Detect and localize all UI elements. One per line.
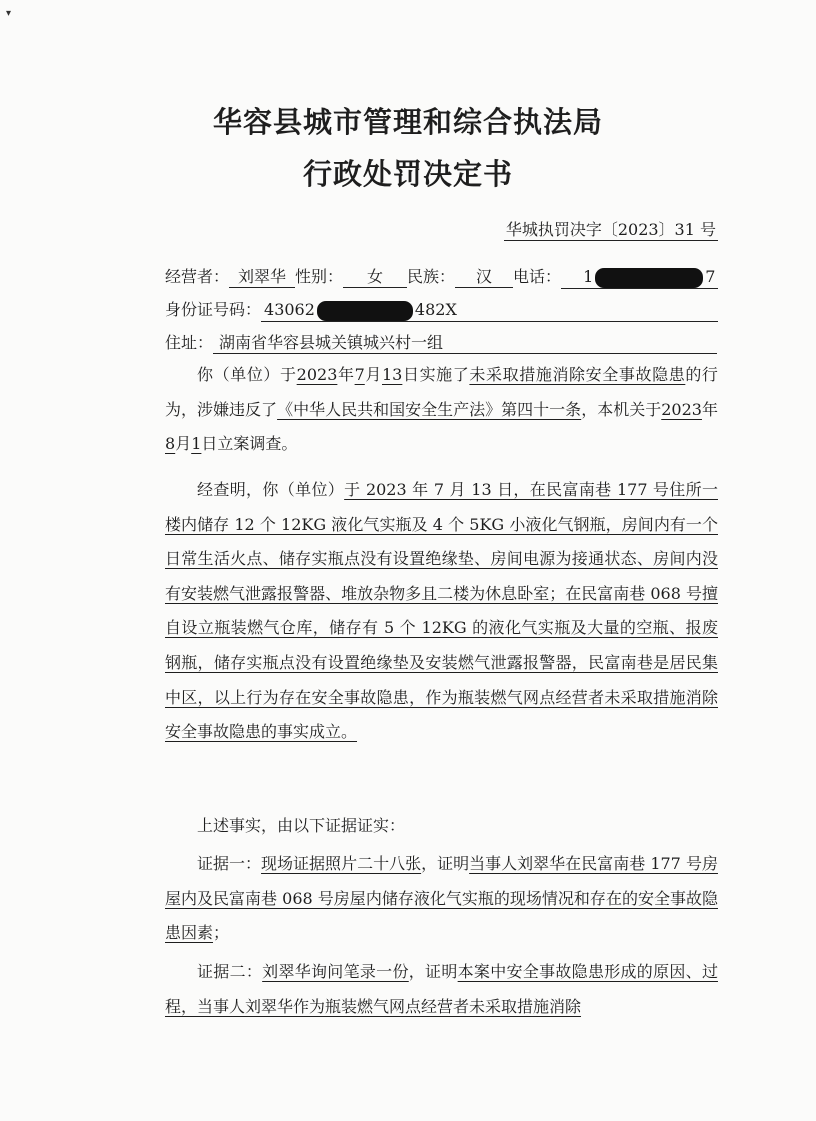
phone-value xyxy=(561,267,718,289)
underlined-text: 本案中安全事故隐患形成的原因、过程，当事人刘翠华作为瓶装燃气网点经营者未采取措施消除 xyxy=(165,962,718,1016)
text-segment: ，本机关于 xyxy=(581,399,662,419)
document-number-text: 华城执罚决字〔2023〕31 号 xyxy=(505,220,716,239)
gender-value: 女 xyxy=(343,267,407,288)
investigation-findings-paragraph xyxy=(165,473,718,750)
phone-redaction xyxy=(595,268,703,288)
phone-prefix: 1 xyxy=(583,267,594,286)
address-label: 住址： xyxy=(165,333,214,352)
underlined-text: 当事人刘翠华在民富南巷 177 号房屋内及民富南巷 068 号房屋内储存液化气实瓶的现场情况和存在的安全事故隐患因素 xyxy=(165,854,718,943)
text-segment: 年 xyxy=(337,365,355,384)
underlined-text: 2023 xyxy=(296,365,338,384)
document-number xyxy=(504,220,718,241)
underlined-text: 刘翠华询问笔录一份 xyxy=(262,962,409,981)
text-segment: 年 xyxy=(701,399,718,419)
text-segment: 证据一： xyxy=(197,854,262,873)
ethnicity-value: 汉 xyxy=(455,267,513,288)
underlined-text: 于 2023 年 7 月 13 日，在民富南巷 177 号住所一楼内储存 12 个 12KG 液化气实瓶及 4 个 5KG 小液化气钢瓶，房间内有一个日常生活火点、储存实瓶点没有设置绝缘垫、房间电源为接通状态、房间内没有安装燃气泄露报警器、堆放杂物多且二楼为休息卧室；在民富南巷 068 号擅自设立瓶装燃气仓库，储存有 5 个 12KG 的液化气实瓶及大量的空瓶、报废钢瓶，储存实瓶点没有设置绝缘垫及安装燃气泄露报警器，民富南巷是居民集中区，以上行为存在安全事故隐患，作为瓶装燃气网点经营者未采取措施消除安全事故隐患的事实成立。 xyxy=(165,480,718,742)
evidence-one-paragraph xyxy=(165,847,718,951)
text-segment: ，证明 xyxy=(421,854,470,873)
text-segment: 经查明，你（单位） xyxy=(197,480,345,499)
id-row xyxy=(165,297,718,322)
id-value xyxy=(261,300,718,322)
agency-title: 华容县城市管理和综合执法局 xyxy=(212,105,603,139)
text-segment: 月 xyxy=(364,365,382,384)
text-segment: 日立案调查。 xyxy=(201,434,298,454)
id-prefix: 43062 xyxy=(264,300,315,319)
text-segment: 的行为，涉嫌违反了 xyxy=(165,365,718,419)
underlined-text: 《中华人民共和国安全生产法》第四十一条 xyxy=(277,399,582,419)
corner-mark: ▾ xyxy=(6,8,12,19)
underlined-text: 1 xyxy=(191,434,202,454)
operator-name: 刘翠华 xyxy=(229,267,295,288)
underlined-text: 13 xyxy=(382,365,403,384)
text-segment: 你（单位）于 xyxy=(197,365,297,384)
text-segment: 上述事实，由以下证据证实： xyxy=(197,816,406,835)
evidence-intro-paragraph xyxy=(165,809,718,844)
document-title: 行政处罚决定书 xyxy=(302,157,513,191)
gender-label: 性别： xyxy=(295,267,344,286)
underlined-text: 8 xyxy=(165,434,176,454)
text-segment: 日实施了 xyxy=(402,365,470,384)
id-suffix: 482X xyxy=(414,300,457,319)
text-segment: 证据二： xyxy=(197,962,263,981)
evidence-two-paragraph xyxy=(165,955,718,1024)
text-segment: ； xyxy=(213,923,230,943)
id-label: 身份证号码： xyxy=(165,300,262,319)
underlined-text: 7 xyxy=(354,365,365,384)
text-segment: ，证明 xyxy=(408,962,458,981)
address-row xyxy=(165,330,717,354)
phone-label: 电话： xyxy=(513,267,562,286)
text-segment: 月 xyxy=(175,434,192,454)
ethnicity-label: 民族： xyxy=(407,267,456,286)
id-redaction xyxy=(317,301,413,321)
party-info-row xyxy=(165,264,718,289)
case-filing-paragraph xyxy=(165,358,718,462)
address-value: 湖南省华容县城关镇城兴村一组 xyxy=(213,333,717,354)
underlined-text: 2023 xyxy=(661,399,702,419)
underlined-text: 现场证据照片二十八张 xyxy=(261,854,422,873)
phone-suffix: 7 xyxy=(705,267,716,286)
operator-label: 经营者： xyxy=(165,267,230,286)
underlined-text: 未采取措施消除安全事故隐患 xyxy=(469,365,686,384)
